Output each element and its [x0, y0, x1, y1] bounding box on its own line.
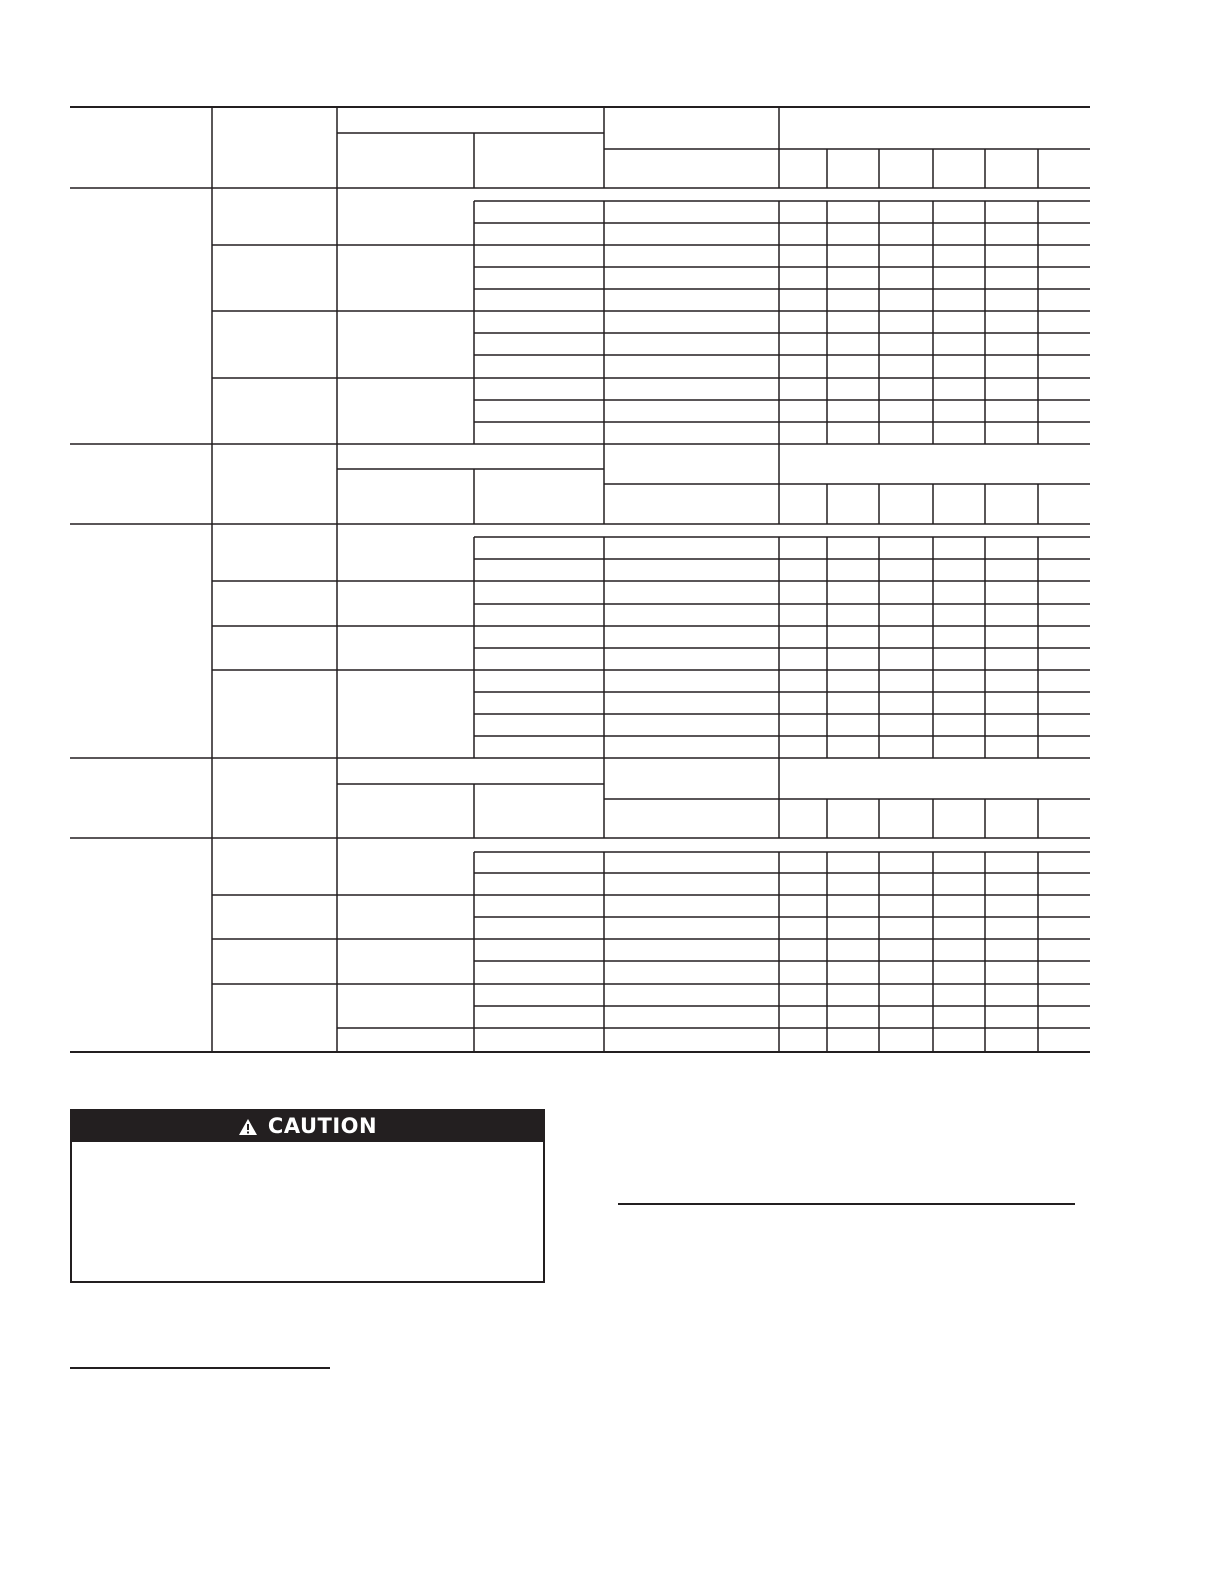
caution-header: [72, 1111, 543, 1142]
caution-box: [70, 1109, 545, 1283]
warning-triangle-icon: [238, 1118, 258, 1136]
section-heading-rule: [618, 1203, 1075, 1205]
subsection-heading-rule: [70, 1367, 330, 1369]
caution-label: CAUTION: [267, 1114, 378, 1138]
